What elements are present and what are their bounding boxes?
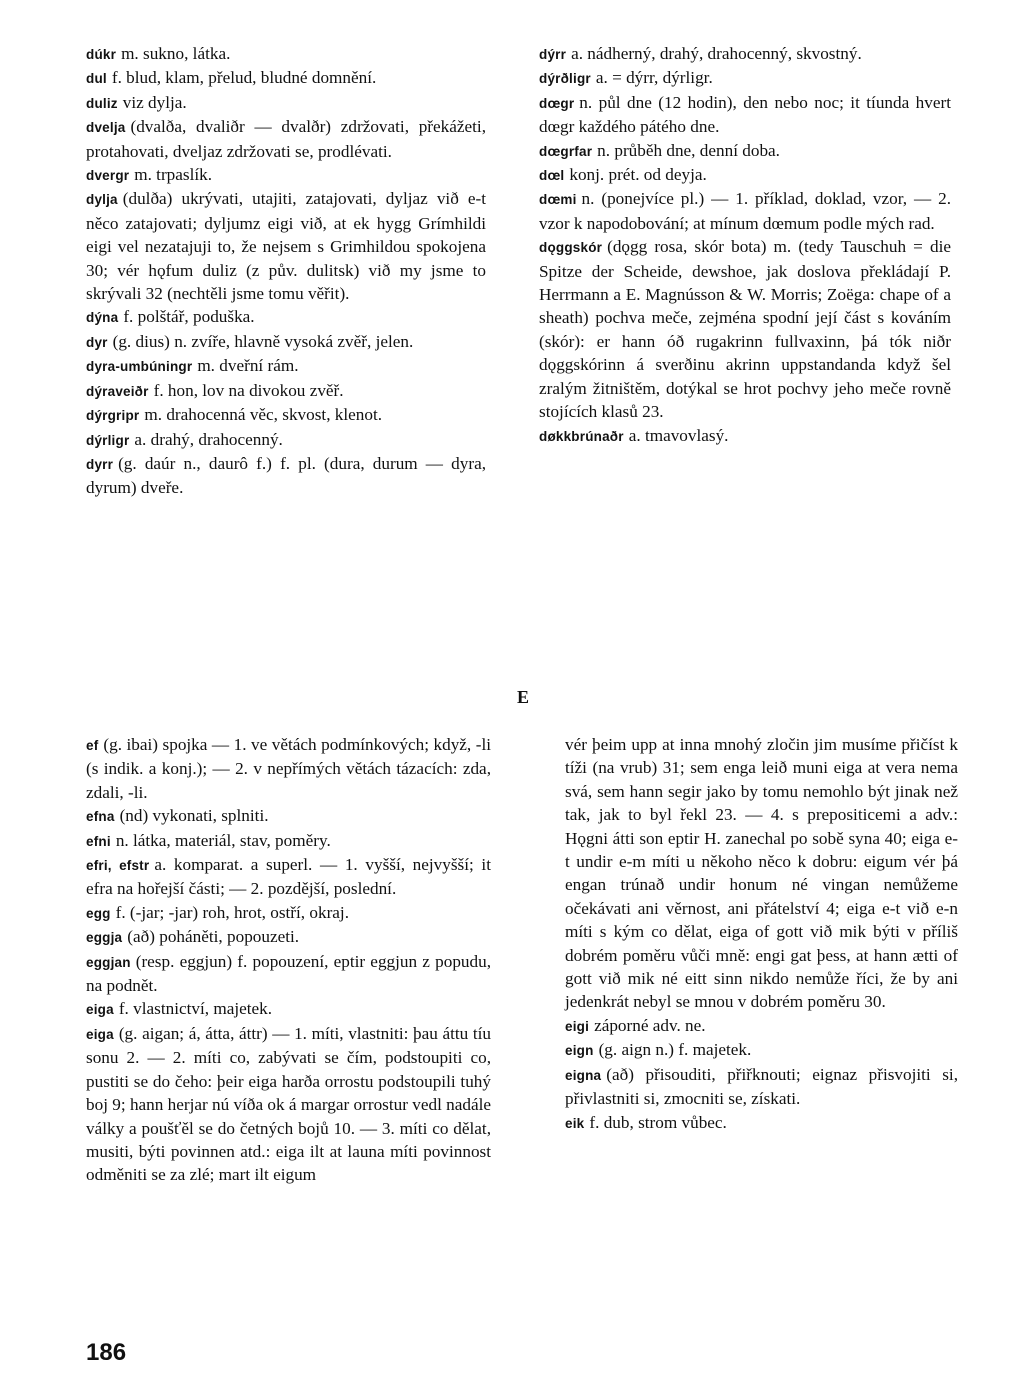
dictionary-entry — [86, 997, 491, 1021]
dictionary-entry — [565, 733, 958, 1014]
dictionary-entry — [539, 66, 951, 90]
dictionary-entry — [86, 354, 486, 378]
dictionary-entry — [86, 428, 486, 452]
entry-definition: (dulða) ukrývati, utajiti, zatajovati, dyljaz við e-t něco zatajovati; dyljumz eigi við, at ek hygg Grímhildi eigi vel nezatajuji to, že nejsem s Grimhildou spokojena 30; vér hǫfum duliz (z pův. dulitsk) við my jsme to skrývali 32 (nechtěli jsme tomu věřit). — [86, 189, 486, 304]
entry-definition: n. průběh dne, denní doba. — [597, 140, 780, 160]
entry-definition: (g. aign n.) f. majetek. — [598, 1040, 752, 1060]
dictionary-entry — [86, 330, 486, 354]
entry-definition: n. (ponejvíce pl.) — 1. příklad, doklad, vzor, — 2. vzor k napodobování; at mínum dœmum podle mých rad. — [539, 189, 951, 233]
entry-headword: dýrr — [539, 47, 567, 62]
entry-definition: m. drahocenná věc, skvost, klenot. — [144, 405, 383, 425]
entry-definition: (g. dius) n. zvíře, hlavně vysoká zvěř, jelen. — [112, 331, 414, 351]
dictionary-entry — [86, 901, 491, 925]
entry-definition: f. (-jar; -jar) roh, hrot, ostří, okraj. — [115, 902, 349, 922]
entry-headword: eign — [565, 1043, 594, 1059]
entry-headword: dǫggskór — [539, 240, 603, 256]
entry-headword: eggja — [86, 930, 123, 946]
dictionary-entry — [565, 1014, 958, 1038]
page-number: 186 — [86, 1339, 127, 1366]
entry-headword: dvergr — [86, 168, 130, 184]
dictionary-entry — [86, 187, 486, 305]
entry-headword: dul — [86, 71, 107, 87]
dictionary-entry — [86, 804, 491, 828]
dictionary-entry — [565, 1038, 958, 1062]
dictionary-entry — [86, 163, 486, 187]
entry-headword: dœgr — [539, 95, 575, 111]
entry-definition: a. = dýrr, dýrligr. — [595, 68, 713, 88]
entry-definition: a. tmavovlasý. — [628, 425, 729, 445]
entry-headword: dýna — [86, 310, 119, 326]
column-4 — [565, 733, 958, 1135]
dictionary-entry — [86, 1022, 491, 1187]
entry-headword: dýraveiðr — [86, 383, 149, 399]
entry-headword: eggjan — [86, 954, 131, 970]
entry-definition: (dvalða, dvaliðr — dvalðr) zdržovati, překážeti, protahovati, dveljaz zdržovati se, prodlévati. — [86, 117, 486, 161]
column-1 — [86, 42, 486, 500]
entry-headword: dœmi — [539, 192, 577, 208]
dictionary-entry — [565, 1111, 958, 1135]
entry-headword: dœl — [539, 168, 565, 184]
entry-definition: viz dylja. — [122, 92, 187, 112]
entry-headword: dýrðligr — [539, 71, 591, 87]
dictionary-entry — [539, 91, 951, 139]
entry-headword: eiga — [86, 1026, 114, 1042]
entry-headword: dýrligr — [86, 432, 130, 448]
dictionary-entry — [539, 424, 951, 448]
dictionary-entry — [539, 139, 951, 163]
entry-headword: efna — [86, 809, 115, 825]
dictionary-entry — [86, 829, 491, 853]
section-letter: E — [517, 687, 530, 707]
entry-definition: (að) poháněti, popouzeti. — [127, 927, 300, 947]
entry-headword: eiga — [86, 1002, 114, 1018]
entry-headword: eigi — [565, 1018, 590, 1034]
entry-definition: f. polštář, poduška. — [123, 307, 255, 327]
entry-definition: (g. aigan; á, átta, áttr) — 1. míti, vlastniti: þau áttu tíu sonu 2. — 2. míti co, zabývati se čím, podstoupiti co, pustiti se do čeho: þeir eiga harða orrostu podstoupili tuhý boj 9; hann herjar nú víða ok á margar orrostur vedl nadále války a poušťěl se do četných bojů 10. — 3. míti co dělat, musiti, býti povinnen atd.: eiga ilt at launa míti povinnost odměniti se za zlé; mart ilt eigum — [86, 1023, 491, 1185]
entry-definition: vér þeim upp at inna mnohý zločin jim musíme přičíst k tíži (na vrub) 31; sem enga leið muni eiga at vera nema svá, sem hann segir jako by tomu nemohlo být jinak než tak, jak to byl řekl 23. — 4. s prepositicemi a adv.: Hǫgni átti son eptir H. zanechal po sobě syna 40; eiga e-t undir e-m míti u někoho něco k dobru: eigum vér þá engan trúnað undir honum né vingan nemůžeme očekávati ani věrnost, ani přátelství 4; eiga e-t við e-n míti s kým co dělat, eiga of gott við mik býti v příliš dobrém poměru vůči mně: engi gat þess, at hann ætti of gott við mik né eitt sinn nikdo nemůže říci, že by ani jedenkrát nebyl se mnou v dobrém poměru 30. — [565, 735, 958, 1012]
entry-definition: a. drahý, drahocenný. — [134, 429, 283, 449]
dictionary-entry — [86, 305, 486, 329]
column-3 — [86, 733, 491, 1187]
entry-definition: (að) přisouditi, přiřknouti; eignaz přisvojiti si, přivlastniti si, zmocniti se, získati. — [565, 1064, 958, 1109]
dictionary-entry — [539, 163, 951, 187]
entry-definition: f. blud, klam, přelud, bludné domnění. — [111, 68, 377, 88]
entry-definition: f. hon, lov na divokou zvěř. — [153, 380, 344, 400]
entry-definition: f. vlastnictví, majetek. — [118, 999, 273, 1019]
entry-definition: f. dub, strom vůbec. — [589, 1112, 727, 1132]
entry-definition: n. půl dne (12 hodin), den nebo noc; it tíunda hvert dœgr každého pátého dne. — [539, 92, 951, 137]
entry-headword: dyra-umbúningr — [86, 359, 193, 375]
dictionary-entry — [86, 452, 486, 500]
dictionary-entry — [86, 853, 491, 901]
dictionary-entry — [86, 950, 491, 998]
entry-definition: konj. prét. od deyja. — [569, 165, 707, 185]
entry-definition: (g. ibai) spojka — 1. ve větách podmínkových; když, -li (s indik. a konj.); — 2. v nepřímých větách tázacích: zda, zdali, -li. — [86, 735, 491, 802]
dictionary-entry — [86, 42, 486, 66]
entry-definition: n. látka, materiál, stav, poměry. — [115, 830, 331, 850]
entry-definition: záporné adv. ne. — [594, 1015, 706, 1035]
entry-headword: eigna — [565, 1067, 602, 1083]
column-2 — [539, 42, 951, 448]
dictionary-entry — [86, 115, 486, 163]
dictionary-entry — [539, 235, 951, 423]
dictionary-entry — [86, 403, 486, 427]
entry-headword: eik — [565, 1115, 585, 1131]
entry-headword: egg — [86, 905, 111, 921]
entry-definition: (dǫgg rosa, skór bota) m. (tedy Tauschuh = die Spitze der Scheide, dewshoe, jak doslova překládají P. Herrmann a E. Magnússon & W. Morris; Zoëga: chape of a sheath) pochva meče, zejména spodní její část s kováním (skór): er hann óð rugakrinn fullvaxinn, þá tók niðr dǫggskórinn á sverðinu akrinn uppstandanda když šel zralým žitništěm, dotýkal se hrot pochvy jeho meče rovně stojících klasů 23. — [539, 237, 951, 422]
entry-headword: duliz — [86, 95, 118, 111]
entry-headword: efri, efstr — [86, 858, 150, 874]
entry-definition: (nd) vykonati, splniti. — [119, 806, 269, 826]
dictionary-entry — [565, 1063, 958, 1111]
entry-definition: (resp. eggjun) f. popouzení, eptir eggjun z popudu, na podnět. — [86, 951, 491, 996]
entry-headword: efni — [86, 833, 111, 849]
entry-headword: dýrgripr — [86, 408, 140, 424]
entry-headword: dúkr — [86, 47, 117, 62]
dictionary-entry — [86, 733, 491, 804]
entry-definition: a. nádherný, drahý, drahocenný, skvostný. — [571, 44, 862, 63]
entry-headword: dvelja — [86, 120, 126, 136]
entry-headword: dœgrfar — [539, 143, 593, 159]
dictionary-entry — [86, 91, 486, 115]
entry-definition: a. komparat. a superl. — 1. vyšší, nejvyšší; it efra na hořejší části; — 2. pozdější, poslední. — [86, 855, 491, 899]
entry-definition: m. sukno, látka. — [121, 44, 231, 63]
entry-headword: dyrr — [86, 456, 114, 472]
entry-headword: ef — [86, 738, 99, 753]
entry-definition: m. dveřní rám. — [197, 356, 299, 376]
dictionary-entry — [539, 187, 951, 235]
entry-definition: m. trpaslík. — [134, 165, 213, 185]
dictionary-entry — [86, 925, 491, 949]
entry-headword: dyr — [86, 334, 108, 350]
entry-headword: dylja — [86, 192, 118, 208]
entry-definition: (g. daúr n., daurô f.) f. pl. (dura, durum — dyra, dyrum) dveře. — [86, 453, 486, 498]
dictionary-entry — [86, 379, 486, 403]
entry-headword: døkkbrúnaðr — [539, 428, 624, 444]
dictionary-entry — [539, 42, 951, 66]
dictionary-entry — [86, 66, 486, 90]
